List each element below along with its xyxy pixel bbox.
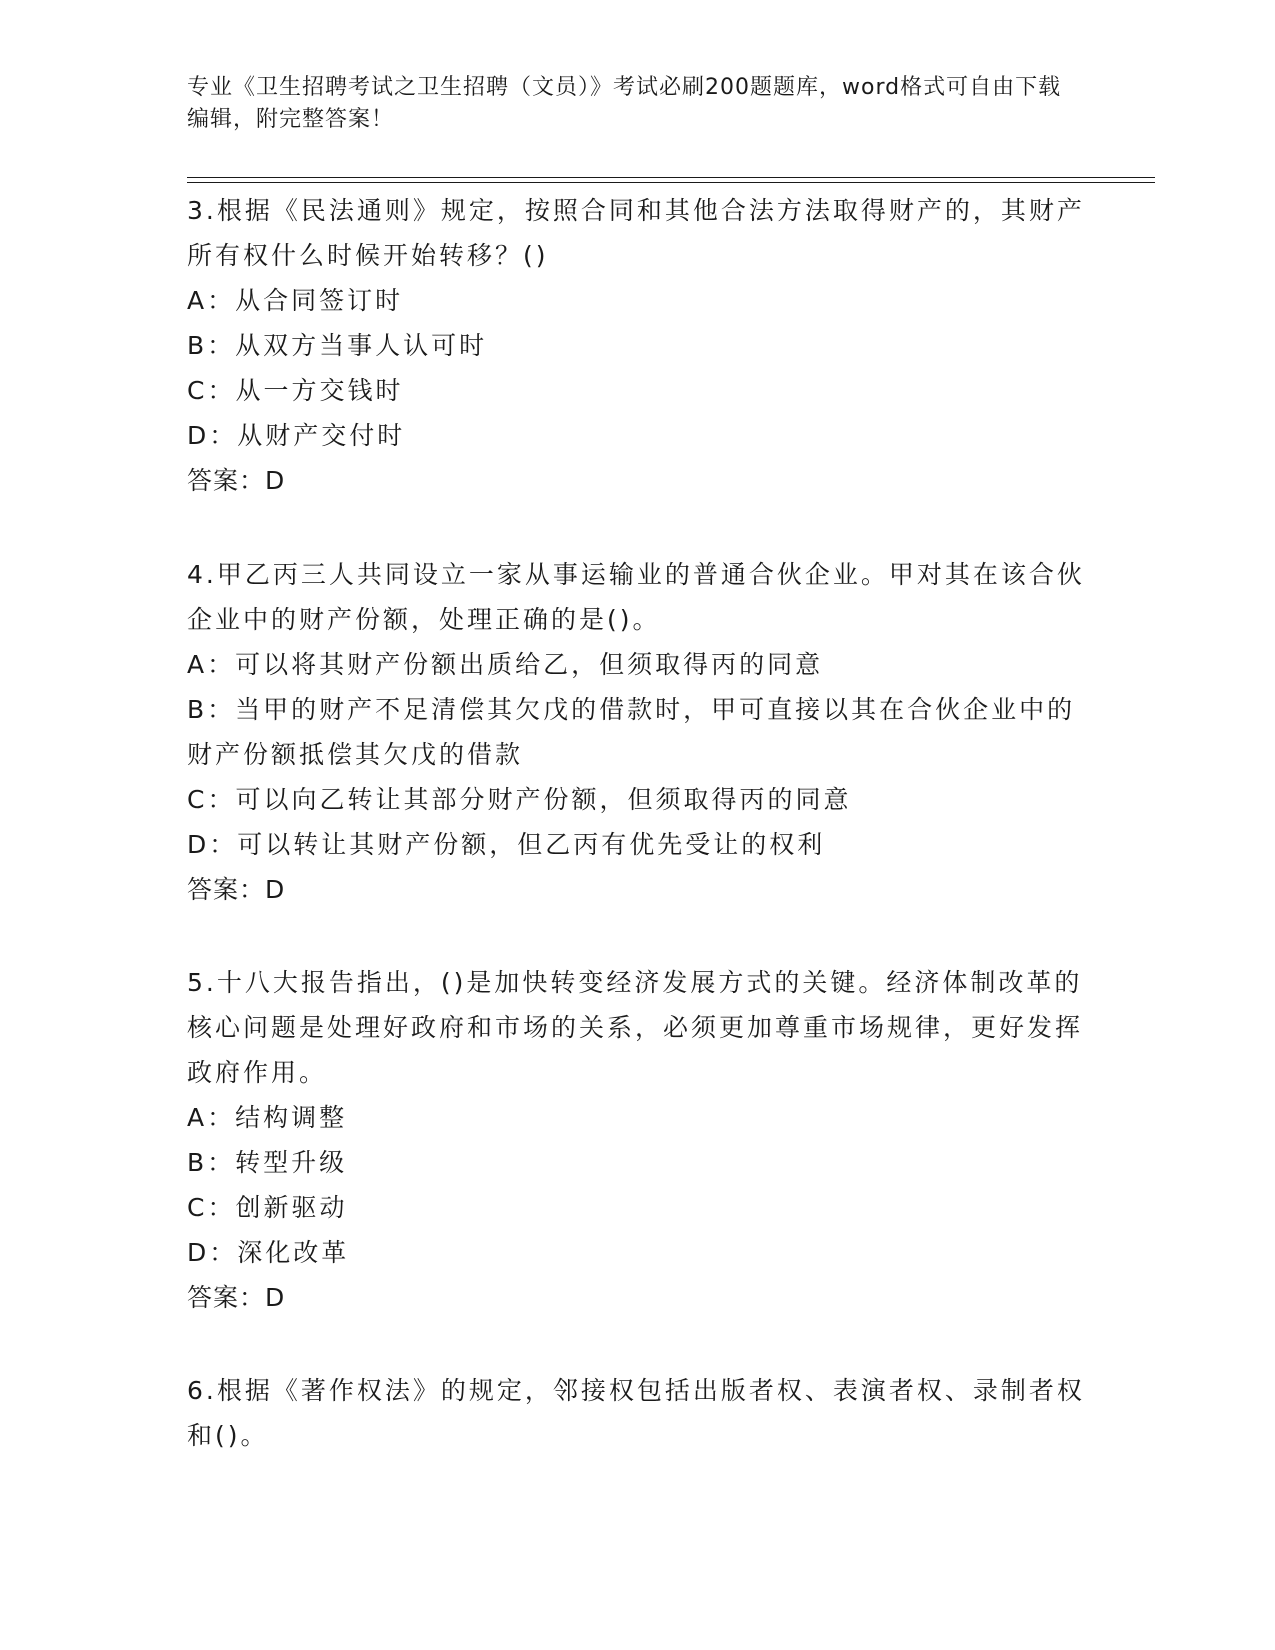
question-stem: 3.根据《民法通则》规定，按照合同和其他合法方法取得财产的，其财产所有权什么时候开始转移？() xyxy=(187,196,1085,270)
answer: 答案：D xyxy=(187,875,286,904)
option-c: C：可以向乙转让其部分财产份额，但须取得丙的同意 xyxy=(187,785,852,814)
option-a: A：从合同签订时 xyxy=(187,286,404,315)
header-divider-top xyxy=(187,177,1155,178)
question-stem: 5.十八大报告指出，()是加快转变经济发展方式的关键。经济体制改革的核心问题是处理好政府和市场的关系，必须更加尊重市场规律，更好发挥政府作用。 xyxy=(187,968,1084,1087)
answer: 答案：D xyxy=(187,466,286,495)
option-d: D：可以转让其财产份额，但乙丙有优先受让的权利 xyxy=(187,830,826,859)
question-6 xyxy=(187,1368,1087,1458)
option-b: B：从双方当事人认可时 xyxy=(187,331,488,360)
question-3 xyxy=(187,188,1087,503)
header-divider-bottom xyxy=(187,182,1155,183)
question-stem: 4.甲乙丙三人共同设立一家从事运输业的普通合伙企业。甲对其在该合伙企业中的财产份额，处理正确的是()。 xyxy=(187,560,1085,634)
option-c: C：从一方交钱时 xyxy=(187,376,404,405)
question-stem: 6.根据《著作权法》的规定，邻接权包括出版者权、表演者权、录制者权和()。 xyxy=(187,1376,1085,1450)
option-b: B：转型升级 xyxy=(187,1148,348,1177)
option-d: D：深化改革 xyxy=(187,1238,350,1267)
answer: 答案：D xyxy=(187,1283,286,1312)
question-4 xyxy=(187,552,1087,912)
question-5 xyxy=(187,960,1087,1320)
option-b: B：当甲的财产不足清偿其欠戊的借款时，甲可直接以其在合伙企业中的财产份额抵偿其欠戊的借款 xyxy=(187,695,1076,769)
option-d: D：从财产交付时 xyxy=(187,421,406,450)
option-a: A：结构调整 xyxy=(187,1103,348,1132)
option-a: A：可以将其财产份额出质给乙，但须取得丙的同意 xyxy=(187,650,824,679)
option-c: C：创新驱动 xyxy=(187,1193,348,1222)
document-header: 专业《卫生招聘考试之卫生招聘（文员）》考试必刷200题题库，word格式可自由下载编辑，附完整答案！ xyxy=(187,75,1062,132)
